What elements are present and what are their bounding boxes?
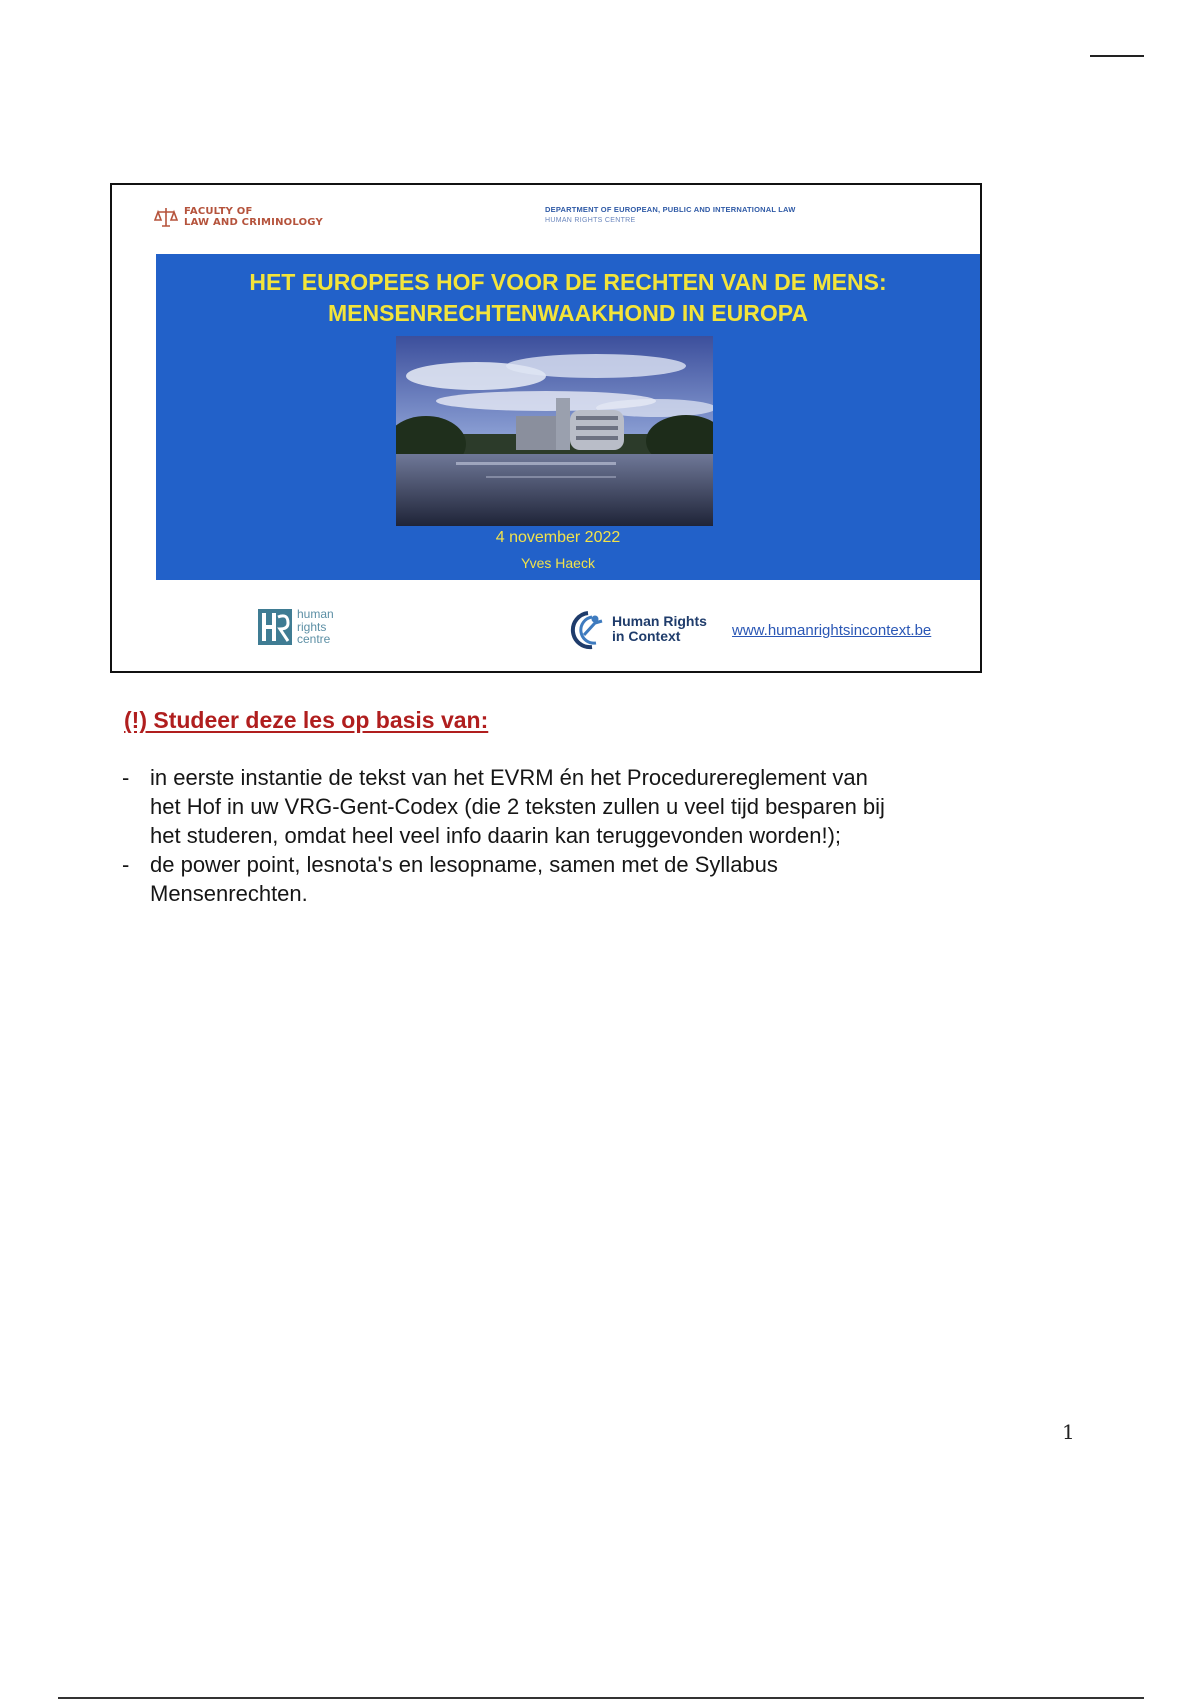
- hric-logo-line2: in Context: [612, 628, 681, 644]
- centre-name: HUMAN RIGHTS CENTRE: [545, 217, 636, 224]
- hric-logo-line1: Human Rights: [612, 613, 707, 629]
- slide-title: [156, 267, 980, 329]
- list-item: [122, 850, 982, 908]
- list-item-line: het studeren, omdat heel veel info daarin kan teruggevonden worden!);: [150, 823, 842, 848]
- department-header: [545, 205, 796, 224]
- hrc-logo-line2: rights: [297, 619, 327, 634]
- scales-icon: [154, 205, 178, 229]
- study-instructions-list: [122, 763, 982, 908]
- faculty-logo: [154, 205, 323, 229]
- court-building-photo: [396, 336, 713, 526]
- list-item: [122, 763, 982, 850]
- hrc-mark-icon: [256, 607, 294, 647]
- page-number: 1: [1062, 1420, 1075, 1444]
- footer-rule: [58, 1697, 1144, 1699]
- list-item-line: in eerste instantie de tekst van het EVRM én het Procedurereglement van: [150, 765, 868, 790]
- list-item-line: Mensenrechten.: [150, 881, 308, 906]
- title-panel: [156, 254, 980, 580]
- human-rights-centre-logo: [256, 607, 334, 647]
- department-name: DEPARTMENT OF EUROPEAN, PUBLIC AND INTERNATIONAL LAW: [545, 205, 796, 214]
- hrc-logo-line3: centre: [297, 632, 331, 647]
- list-dash: -: [122, 765, 130, 790]
- list-item-line: het Hof in uw VRG-Gent-Codex (die 2 teksten zullen u veel tijd besparen bij: [150, 794, 885, 819]
- hrc-logo-line1: human: [297, 607, 334, 622]
- slide-author: Yves Haeck: [521, 555, 595, 571]
- faculty-logo-line2: LAW AND CRIMINOLOGY: [184, 217, 323, 228]
- header-rule: [1090, 55, 1144, 57]
- list-dash: -: [122, 852, 130, 877]
- slide-thumbnail: [110, 183, 982, 673]
- slide-title-line1: HET EUROPEES HOF VOOR DE RECHTEN VAN DE MENS:: [249, 269, 887, 295]
- faculty-logo-line1: FACULTY OF: [184, 206, 253, 217]
- study-notice-heading: (!) Studeer deze les op basis van:: [124, 707, 489, 733]
- human-rights-in-context-logo: [562, 607, 707, 651]
- slide-date: 4 november 2022: [495, 529, 621, 546]
- slide-title-line2: MENSENRECHTENWAAKHOND IN EUROPA: [327, 300, 809, 326]
- hric-swirl-icon: [562, 607, 606, 651]
- website-link[interactable]: www.humanrightsincontext.be: [732, 622, 932, 639]
- list-item-line: de power point, lesnota's en lesopname, samen met de Syllabus: [150, 852, 778, 877]
